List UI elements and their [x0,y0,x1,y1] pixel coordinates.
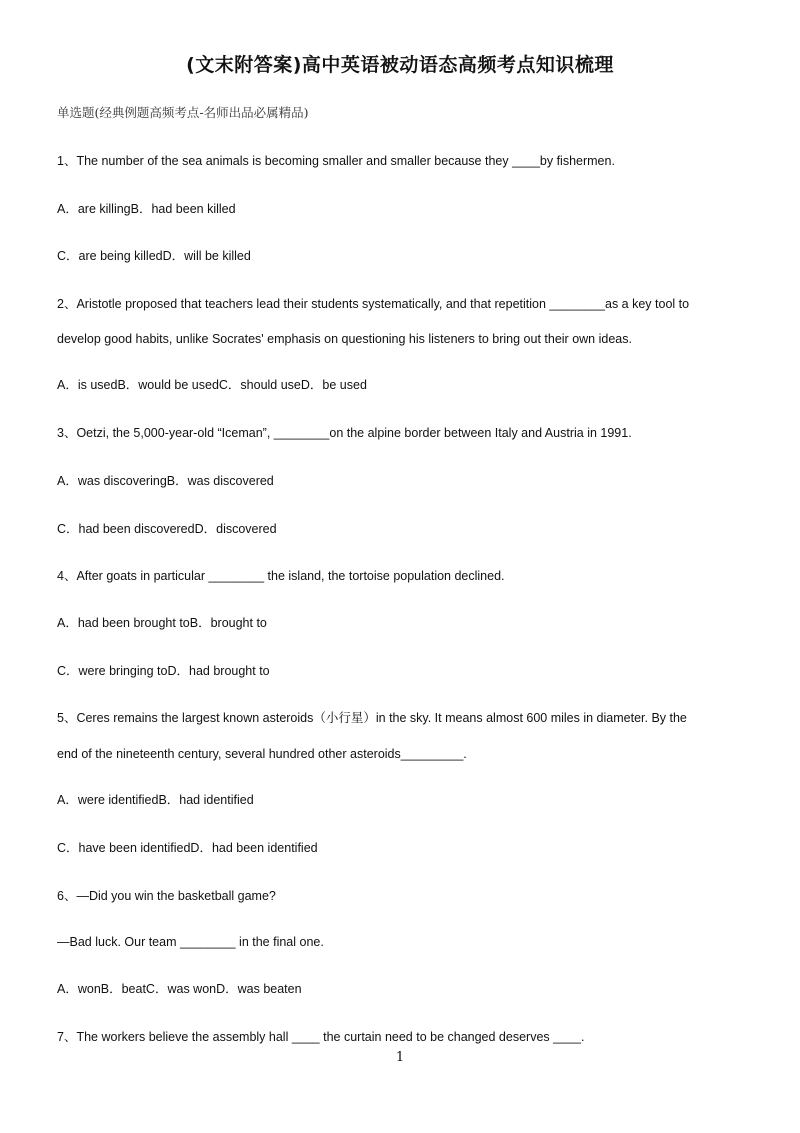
question-6-text-line-1: 6、—Did you win the basketball game? [57,889,276,903]
question-2-text-line-1: 2、Aristotle proposed that teachers lead their students systematically, and that repetition ________as a key tool to [57,297,690,311]
section-subtitle: 单选题(经典例题高频考点-名师出品必属精品) [57,105,309,120]
question-3-options-ab: A．was discoveringB．was discovered [57,474,274,488]
question-2-text-line-2: develop good habits, unlike Socrates' emphasis on questioning his listeners to bring out their own ideas. [57,332,632,346]
question-3-text: 3、Oetzi, the 5,000-year-old “Iceman”, ________on the alpine border between Italy and Austria in 1991. [57,426,632,440]
question-6-options: A．wonB．beatC．was wonD．was beaten [57,982,302,996]
question-2-options: A．is usedB．would be usedC．should useD．be used [57,378,367,392]
question-5-options-cd: C．have been identifiedD．had been identified [57,841,318,855]
question-5-text-line-2: end of the nineteenth century, several hundred other asteroids_________. [57,747,467,761]
question-1-options-cd: C．are being killedD．will be killed [57,249,251,263]
question-4-text: 4、After goats in particular ________ the island, the tortoise population declined. [57,569,505,583]
question-1-options-ab: A．are killingB．had been killed [57,202,236,216]
document-title: (文末附答案)高中英语被动语态高频考点知识梳理 [186,54,614,76]
question-5-text-line-1: 5、Ceres remains the largest known asteroids（小行星）in the sky. It means almost 600 miles in diameter. By the [57,711,687,725]
question-7-text: 7、The workers believe the assembly hall ____ the curtain need to be changed deserves ____. [57,1030,585,1044]
question-5-options-ab: A．were identifiedB．had identified [57,793,254,807]
question-6-text-line-2: —Bad luck. Our team ________ in the final one. [57,935,324,949]
page-number: 1 [395,1050,405,1065]
question-4-options-cd: C．were bringing toD．had brought to [57,664,270,678]
question-4-options-ab: A．had been brought toB．brought to [57,616,267,630]
question-1-text: 1、The number of the sea animals is becoming smaller and smaller because they ____by fishermen. [57,154,615,168]
question-3-options-cd: C．had been discoveredD．discovered [57,522,277,536]
